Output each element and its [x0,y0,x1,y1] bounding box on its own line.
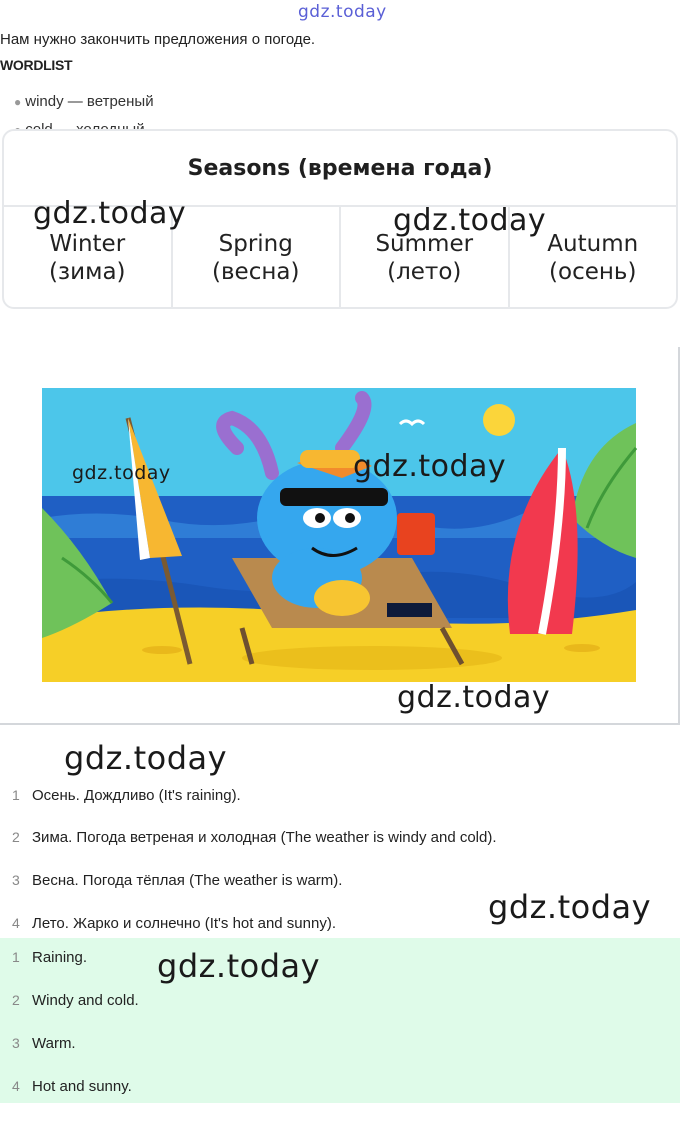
beach-illustration [42,388,636,682]
beach-scene-image [42,388,636,682]
watermark: gdz.today [157,947,321,985]
season-cell-summer: Summer (лето) [341,207,510,309]
season-cell-winter: Winter (зима) [4,207,173,309]
watermark: gdz.today [298,2,387,22]
answer-item: 2 Windy and cold. [12,992,139,1009]
answer-item: 4 Hot and sunny. [12,1078,132,1095]
wordlist-item [14,118,145,128]
watermark: gdz.today [33,196,187,231]
season-cell-autumn: Autumn (осень) [547,231,639,285]
intro-text: Нам нужно закончить предложения о погоде. [0,31,316,48]
watermark: gdz.today [353,449,507,484]
watermark: gdz.today [72,462,171,484]
list-item: 3 Весна. Погода тёплая (The weather is warm). [12,872,343,889]
answer-item: 3 Warm. [12,1035,76,1052]
list-item: 2 Зима. Погода ветреная и холодная (The weather is windy and cold). [12,829,497,846]
answer-item: 1 Raining. [12,949,88,966]
wordlist-title: WORDLIST [0,57,73,73]
list-item: 4 Лето. Жарко и солнечно (It's hot and sunny). [12,915,336,932]
watermark: gdz.today [64,739,228,777]
bullet-icon: ● [14,95,22,109]
wordlist-item: ● windy — ветреный [14,93,154,110]
watermark: gdz.today [488,888,652,926]
list-item: 1 Осень. Дождливо (It's raining). [12,787,241,804]
watermark: gdz.today [397,680,551,715]
season-cell-spring: Spring (весна) [173,207,342,309]
seasons-title: Seasons (времена года) [4,131,676,207]
watermark: gdz.today [393,203,547,238]
